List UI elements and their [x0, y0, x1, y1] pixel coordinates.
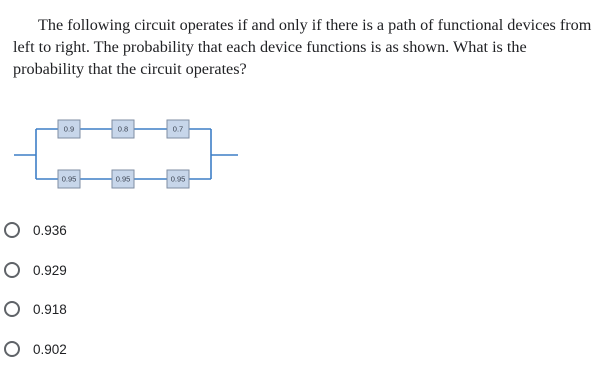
radio-button[interactable] [4, 341, 20, 357]
answer-option-3[interactable] [4, 297, 67, 321]
device-top-2-label: 0.8 [117, 124, 129, 134]
radio-button[interactable] [4, 301, 20, 317]
device-bottom-2-label: 0.95 [115, 174, 131, 184]
device-bottom-3 [167, 170, 189, 188]
device-bottom-3-label: 0.95 [170, 174, 186, 184]
radio-button[interactable] [4, 262, 20, 278]
answer-option-label: 0.918 [33, 301, 67, 317]
device-top-3-label: 0.7 [172, 124, 184, 134]
question-text: The following circuit operates if and only if there is a path of functional devices from left to right. The probability that each device functions is as shown. What is the probability that the circuit operates? [13, 16, 592, 78]
device-top-1 [58, 120, 80, 138]
device-bottom-2 [112, 170, 134, 188]
circuit-diagram [0, 110, 260, 200]
answer-option-2[interactable] [4, 258, 67, 282]
answer-option-1[interactable] [4, 218, 67, 242]
device-top-1-label: 0.9 [63, 124, 75, 134]
device-bottom-1-label: 0.95 [61, 174, 77, 184]
device-top-3 [167, 120, 189, 138]
device-bottom-1 [58, 170, 80, 188]
answer-option-4[interactable] [4, 337, 67, 361]
radio-button[interactable] [4, 222, 20, 238]
answer-option-label: 0.929 [33, 262, 67, 278]
device-top-2 [112, 120, 134, 138]
answer-option-label: 0.902 [33, 341, 67, 357]
answer-option-label: 0.936 [33, 222, 67, 238]
